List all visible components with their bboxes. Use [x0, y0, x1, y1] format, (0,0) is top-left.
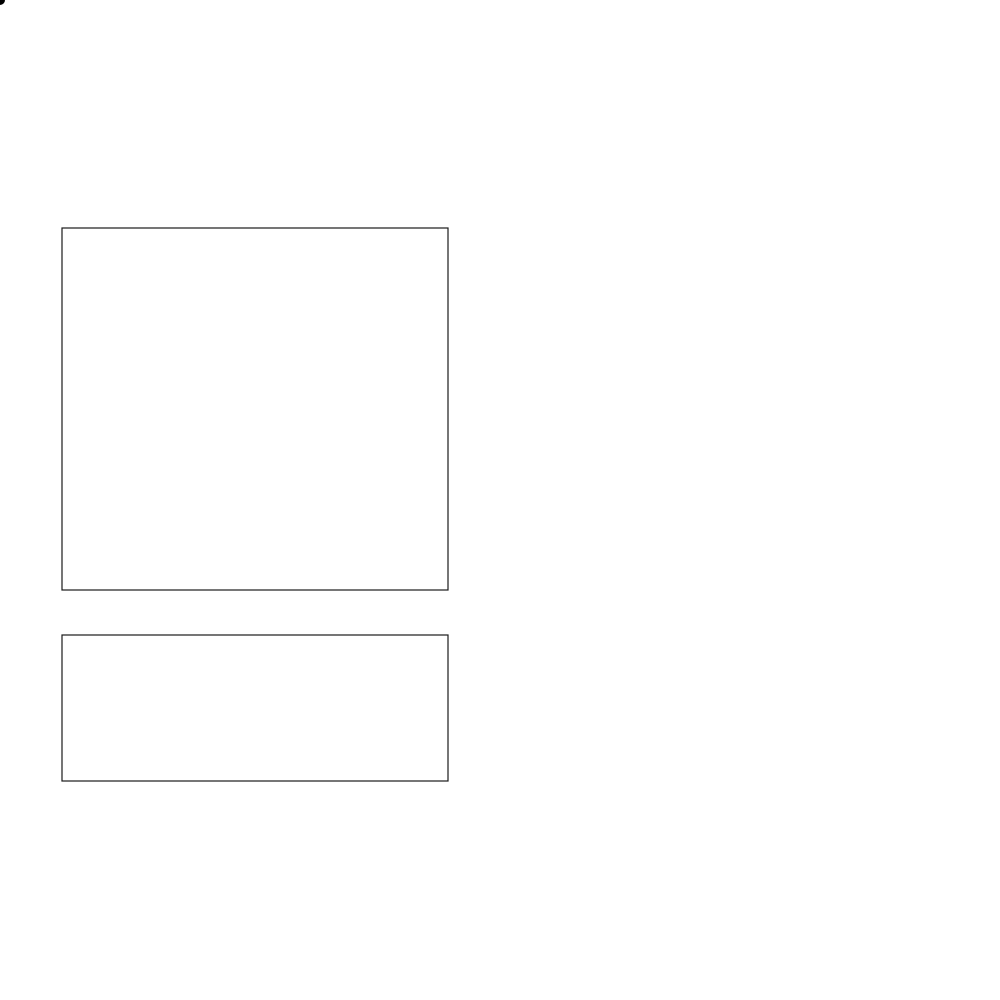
power-chart — [0, 0, 448, 781]
power-plot-frame — [62, 635, 448, 781]
pressure-plot-frame — [62, 228, 448, 590]
info-panel — [510, 228, 970, 242]
pressure-chart — [0, 0, 448, 590]
operating-point-marker — [0, 0, 5, 5]
